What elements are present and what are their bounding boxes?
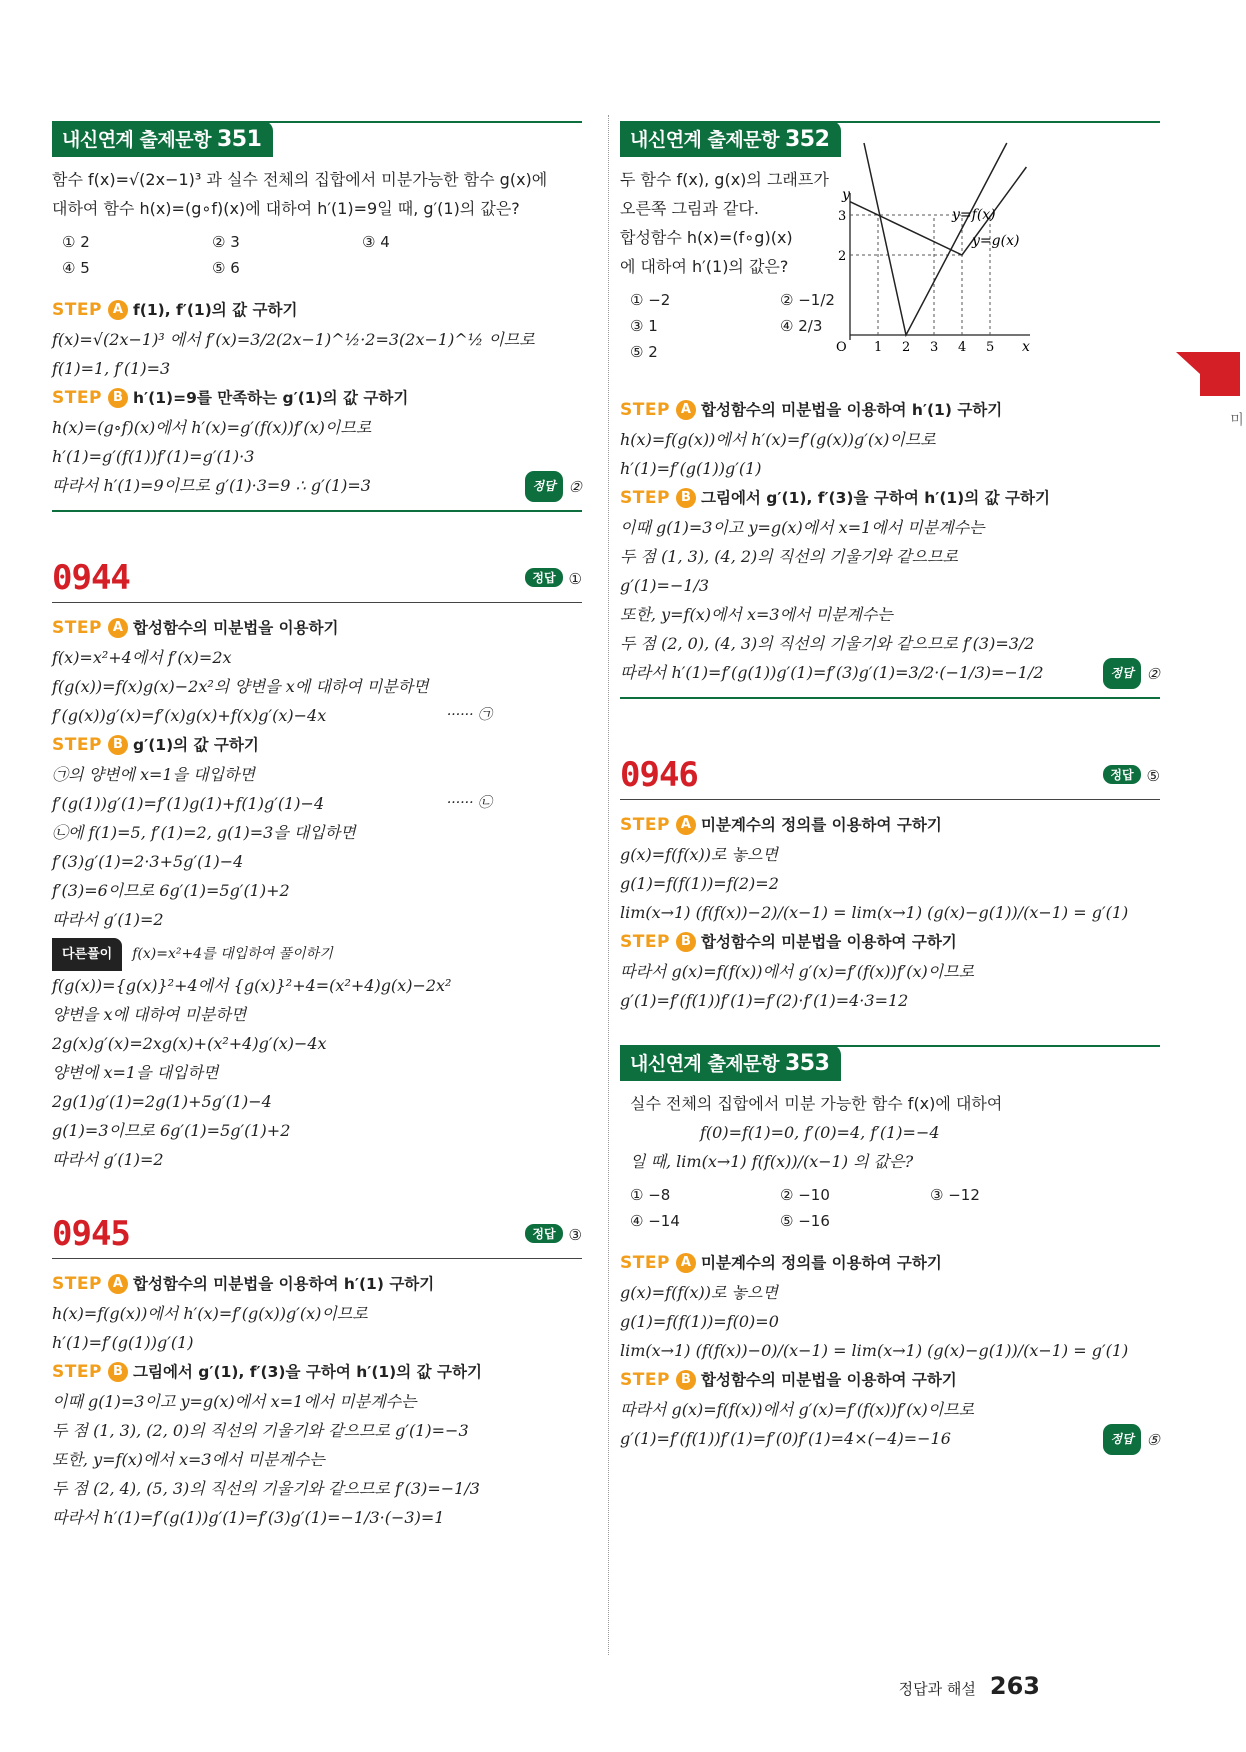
- q0944-stepA-line: f(x)=x²+4에서 f′(x)=2x: [52, 648, 232, 667]
- q352-text: 오른쪽 그림과 같다.: [620, 199, 759, 218]
- choice: ③ 4: [362, 233, 390, 251]
- header-rule: [800, 1045, 1160, 1047]
- chapter-side-tab: [1200, 352, 1240, 396]
- q351-number: 351: [216, 127, 262, 152]
- q352-stepB-line: 또한, y=f(x)에서 x=3에서 미분계수는: [620, 605, 893, 624]
- alt-line: 2g(1)g′(1)=2g(1)+5g′(1)−4: [52, 1092, 272, 1111]
- q351-stepB-line: h′(1)=g′(f(1))f′(1)=g′(1)·3: [52, 447, 255, 466]
- q351-stepA-title: f(1), f′(1)의 값 구하기: [133, 301, 298, 319]
- side-tab-label: 미: [1228, 412, 1244, 426]
- q353-stepB-title: 합성함수의 미분법을 이용하여 구하기: [701, 1371, 957, 1389]
- q351-stepB-line: h(x)=(g∘f)(x)에서 h′(x)=g′(f(x))f′(x)이므로: [52, 418, 372, 437]
- q0944-stepA-line: f′(g(x))g′(x)=f′(x)g(x)+f(x)g′(x)−4x: [52, 706, 327, 725]
- choice: ① −8: [630, 1186, 671, 1204]
- q353-answer: 정답 ⑤: [1103, 1424, 1160, 1455]
- q0944-answer: 정답 ①: [525, 568, 582, 588]
- q0946-stepA-line: g(x)=f(f(x))로 놓으면: [620, 845, 778, 864]
- q0945-stepA-title: 합성함수의 미분법을 이용하여 h′(1) 구하기: [133, 1275, 435, 1293]
- choice: ③ −12: [930, 1186, 980, 1204]
- q352-text: 두 함수 f(x), g(x)의 그래프가: [620, 170, 829, 189]
- q352-stepA-line: h′(1)=f′(g(1))g′(1): [620, 459, 762, 478]
- x-tick-label: 3: [930, 340, 939, 355]
- q0944-stepB-line: ㉡에 f(1)=5, f′(1)=2, g(1)=3을 대입하면: [52, 823, 356, 842]
- q353-stepA-line: g(x)=f(f(x))로 놓으면: [620, 1283, 778, 1302]
- q351-stepB-line: 따라서 h′(1)=9이므로 g′(1)·3=9 ∴ g′(1)=3: [52, 476, 371, 495]
- q0945-stepB-line: 이때 g(1)=3이고 y=g(x)에서 x=1에서 미분계수는: [52, 1392, 417, 1411]
- q353-header: [620, 1039, 1160, 1079]
- q353-stepA-title: 미분계수의 정의를 이용하여 구하기: [701, 1254, 942, 1272]
- x-tick-label: 1: [874, 340, 883, 355]
- q0946-stepA-line: g(1)=f(f(1))=f(2)=2: [620, 874, 779, 893]
- y-tick-label: 2: [838, 249, 847, 264]
- alt-line: 양변에 x=1을 대입하면: [52, 1063, 219, 1082]
- q0945-stepB-title: 그림에서 g′(1), f′(3)을 구하여 h′(1)의 값 구하기: [133, 1363, 482, 1381]
- q0945-stepA-line: h′(1)=f′(g(1))g′(1): [52, 1333, 194, 1352]
- origin-label: O: [836, 340, 847, 355]
- alt-solution-label: 다른풀이: [52, 938, 122, 971]
- alt-solution-title: f(x)=x²+4를 대입하여 풀이하기: [132, 946, 333, 962]
- q353-stepB-line: 따라서 g(x)=f(f(x))에서 g′(x)=f′(f(x))f′(x)이므로: [620, 1400, 975, 1419]
- q352-stepB-line: g′(1)=−1/3: [620, 576, 710, 595]
- q0946-header: [620, 739, 1160, 800]
- q0944-stepB-line: ㉠의 양변에 x=1을 대입하면: [52, 765, 255, 784]
- function-graph: [800, 185, 1140, 355]
- exam-tag: 내신연계 출제문항 351: [52, 121, 273, 157]
- choice: ④ 2/3: [780, 317, 823, 335]
- alt-line: g(1)=3이므로 6g′(1)=5g′(1)+2: [52, 1121, 291, 1140]
- g-label: y=g(x): [972, 233, 1020, 249]
- footer-label: 정답과 해설: [898, 1680, 976, 1698]
- q0944-number: 0944: [52, 558, 130, 598]
- q0946-stepA-line: lim(x→1) (f(f(x))−2)/(x−1) = lim(x→1) (g(x)−g(1))/(x−1) = g′(1): [620, 903, 1129, 922]
- q0946-stepB-line: g′(1)=f′(f(1))f′(1)=f′(2)·f′(1)=4·3=12: [620, 991, 909, 1010]
- q0945-stepB-line: 따라서 h′(1)=f′(g(1))g′(1)=f′(3)g′(1)=−1/3·(−3)=1: [52, 1508, 445, 1527]
- x-axis-label: x: [1022, 339, 1030, 355]
- q352-text: 에 대하여 h′(1)의 값은?: [620, 257, 789, 276]
- choice: ② −1/2: [780, 291, 835, 309]
- page-footer: [899, 1672, 1040, 1700]
- q351-text-2: 대하여 함수 h(x)=(g∘f)(x)에 대하여 h′(1)=9일 때, g′(1)의 값은?: [52, 199, 520, 218]
- y-axis-label: y: [842, 187, 850, 203]
- q0945-header: [52, 1198, 582, 1259]
- q0944-stepB-line: f′(3)=6이므로 6g′(1)=5g′(1)+2: [52, 881, 290, 900]
- choice: ⑤ 2: [630, 343, 658, 361]
- step-label: STEP: [52, 388, 102, 408]
- alt-line: 2g(x)g′(x)=2xg(x)+(x²+4)g′(x)−4x: [52, 1034, 327, 1053]
- q353-stepB-line: g′(1)=f′(f(1))f′(1)=f′(0)f′(1)=4×(−4)=−16: [620, 1429, 951, 1448]
- q352-header: [620, 115, 1160, 155]
- q351-answer: 정답 ②: [525, 471, 582, 502]
- q0945-stepB-line: 두 점 (2, 4), (5, 3)의 직선의 기울기와 같으므로 f′(3)=−1/3: [52, 1479, 480, 1498]
- x-tick-label: 5: [986, 340, 995, 355]
- step-label: STEP: [52, 300, 102, 320]
- q0946-stepB-title: 합성함수의 미분법을 이용하여 구하기: [701, 933, 957, 951]
- right-column: 내신연계 출제문항 352 두 함수 f(x), g(x)의 그래프가 오른쪽 그림과 같다. 합성함수 h(x)=(f∘g)(x) 에 대하여 h′(1)의 값은? ① −2 ② −1/2 ③ 1 ④ 2/3 ⑤ 2 y x O 1 2 3 4 5 2 3 y=f(x) y=g(x) STEP A 합성함수의 미분법을 이용하여 h′(1) 구하기 h(x)=f(g(x))에서 h′(x)=f′(g(x))g′(x)이므로 h′(1)=f′(g(1))g′(1) STEP B 그림에서 g′(1), f′(3)을 구하여 h′(1)의 값 구하기 이때 g(1)=3이고 y=g(x)에서 x=1에서 미분계수는 두 점 (1, 3), (4, 2)의 직선의 기울기와 같으므로 g′(1)=−1/3 또한, y=f(x)에서 x=3에서 미분계수는 두 점 (2, 0), (4, 3)의 직선의 기울기와 같으므로 f′(3)=3/2 따라서 h′(1)=f′(g(1))g′(1)=f′(3)g′(1)=3/2·(−1/3)=−1/2 정답 ② 0946 정답 ⑤ STEP A 미분계수의 정의를 이용하여 구하기 g(x)=f(f(x))로 놓으면 g(1)=f(f(1))=f(2)=2 lim(x→1) (f(f(x))−2)/(x−1) = lim(x→1) (g(x)−g(1))/(x−1) = g′(1) STEP B 합성함수의 미분법을 이용하여 구하기 따라서 g(x)=f(f(x))에서 g′(x)=f′(f(x))f′(x)이므로 g′(1)=f′(f(1))f′(1)=f′(2)·f′(1)=4·3=12 내신연계 출제문항 353 실수 전체의 집합에서 미분 가능한 함수 f(x)에 대하여 f(0)=f(1)=0, f′(0)=4, f′(1)=−4 일 때, lim(x→1) f(f(x))/(x−1) 의 값은? ① −8 ② −10 ③ −12 ④ −14 ⑤ −16 STEP A 미분계수의 정의를 이용하여 구하기 g(x)=f(f(x))로 놓으면 g(1)=f(f(1))=f(0)=0 lim(x→1) (f(f(x))−0)/(x−1) = lim(x→1) (g(x)−g(1))/(x−1) = g′(1) STEP B 합성함수의 미분법을 이용하여 구하기 따라서 g(x)=f(f(x))에서 g′(x)=f′(f(x))f′(x)이므로 g′(1)=f′(f(1))f′(1)=f′(0)f′(1)=4×(−4)=−16 정답 ⑤: [620, 115, 1160, 1455]
- q353-stepA-line: g(1)=f(f(1))=f(0)=0: [620, 1312, 779, 1331]
- choice: ① −2: [630, 291, 671, 309]
- q352-text: 합성함수 h(x)=(f∘g)(x): [620, 228, 793, 247]
- choice: ② −10: [780, 1186, 830, 1204]
- q0944-stepA-line: f(g(x))=f(x)g(x)−2x²의 양변을 x에 대하여 미분하면: [52, 677, 429, 696]
- q351-text-1: 함수 f(x)=√(2x−1)³ 과 실수 전체의 집합에서 미분가능한 함수 g(x)에: [52, 170, 548, 189]
- q0944-stepB-line: f′(3)g′(1)=2·3+5g′(1)−4: [52, 852, 244, 871]
- q351-choices: [62, 229, 582, 281]
- q352-problem: [620, 165, 1160, 395]
- choice: ④ −14: [630, 1212, 680, 1230]
- q0946-number: 0946: [620, 755, 698, 795]
- x-tick-label: 2: [902, 340, 911, 355]
- q353-text-3: 일 때, lim(x→1) f(f(x))/(x−1) 의 값은?: [630, 1152, 914, 1171]
- q0946-stepA-title: 미분계수의 정의를 이용하여 구하기: [701, 816, 942, 834]
- q353-choices: [630, 1182, 1160, 1234]
- header-rule: [232, 121, 582, 123]
- x-tick-label: 4: [958, 340, 967, 355]
- q352-stepB-line: 두 점 (1, 3), (4, 2)의 직선의 기울기와 같으므로: [620, 547, 959, 566]
- q351-stepA-line: f(1)=1, f′(1)=3: [52, 359, 171, 378]
- q0944-header: [52, 542, 582, 603]
- exam-tag: 내신연계 출제문항 352: [620, 121, 841, 157]
- choice: ② 3: [212, 233, 240, 251]
- q353-text-1: 실수 전체의 집합에서 미분 가능한 함수 f(x)에 대하여: [630, 1094, 1003, 1113]
- q0946-answer: 정답 ⑤: [1103, 765, 1160, 785]
- q351-header: [52, 115, 582, 155]
- q352-stepB-title: 그림에서 g′(1), f′(3)을 구하여 h′(1)의 값 구하기: [701, 489, 1050, 507]
- section-separator: [52, 510, 582, 512]
- q352-stepA-title: 합성함수의 미분법을 이용하여 h′(1) 구하기: [701, 401, 1003, 419]
- left-column: 내신연계 출제문항 351 함수 f(x)=√(2x−1)³ 과 실수 전체의 집합에서 미분가능한 함수 g(x)에 대하여 함수 h(x)=(g∘f)(x)에 대하여 h′(1)=9일 때, g′(1)의 값은? ① 2 ② 3 ③ 4 ④ 5 ⑤ 6 STEP A f(1), f′(1)의 값 구하기 f(x)=√(2x−1)³ 에서 f′(x)=3/2(2x−1)^½·2=3(2x−1)^½ 이므로 f(1)=1, f′(1)=3 STEP B h′(1)=9를 만족하는 g′(1)의 값 구하기 h(x)=(g∘f)(x)에서 h′(x)=g′(f(x))f′(x)이므로 h′(1)=g′(f(1))f′(1)=g′(1)·3 따라서 h′(1)=9이므로 g′(1)·3=9 ∴ g′(1)=3 정답 ② 0944 정답 ① STEP A 합성함수의 미분법을 이용하기 f(x)=x²+4에서 f′(x)=2x f(g(x))=f(x)g(x)−2x²의 양변을 x에 대하여 미분하면 f′(g(x))g′(x)=f′(x)g(x)+f(x)g′(x)−4x ······ ㉠ STEP B g′(1)의 값 구하기 ㉠의 양변에 x=1을 대입하면 f′(g(1))g′(1)=f′(1)g(1)+f(1)g′(1)−4 ······ ㉡ ㉡에 f(1)=5, f′(1)=2, g(1)=3을 대입하면 f′(3)g′(1)=2·3+5g′(1)−4 f′(3)=6이므로 6g′(1)=5g′(1)+2 따라서 g′(1)=2 다른풀이 f(x)=x²+4를 대입하여 풀이하기 f(g(x))={g(x)}²+4에서 {g(x)}²+4=(x²+4)g(x)−2x² 양변을 x에 대하여 미분하면 2g(x)g′(x)=2xg(x)+(x²+4)g′(x)−4x 양변에 x=1을 대입하면 2g(1)g′(1)=2g(1)+5g′(1)−4 g(1)=3이므로 6g′(1)=5g′(1)+2 따라서 g′(1)=2 0945 정답 ③ STEP A 합성함수의 미분법을 이용하여 h′(1) 구하기 h(x)=f(g(x))에서 h′(x)=f′(g(x))g′(x)이므로 h′(1)=f′(g(1))g′(1) STEP B 그림에서 g′(1), f′(3)을 구하여 h′(1)의 값 구하기 이때 g(1)=3이고 y=g(x)에서 x=1에서 미분계수는 두 점 (1, 3), (2, 0)의 직선의 기울기와 같으므로 g′(1)=−3 또한, y=f(x)에서 x=3에서 미분계수는 두 점 (2, 4), (5, 3)의 직선의 기울기와 같으므로 f′(3)=−1/3 따라서 h′(1)=f′(g(1))g′(1)=f′(3)g′(1)=−1/3·(−3)=1: [52, 115, 582, 1532]
- q0945-stepB-line: 두 점 (1, 3), (2, 0)의 직선의 기울기와 같으므로 g′(1)=−3: [52, 1421, 469, 1440]
- equation-mark: ······ ㉡: [446, 795, 492, 811]
- header-rule: [800, 121, 1160, 123]
- q0944-stepB-line: 따라서 g′(1)=2: [52, 910, 164, 929]
- q0945-stepB-line: 또한, y=f(x)에서 x=3에서 미분계수는: [52, 1450, 325, 1469]
- q353-stepA-line: lim(x→1) (f(f(x))−0)/(x−1) = lim(x→1) (g(x)−g(1))/(x−1) = g′(1): [620, 1341, 1129, 1360]
- choice: ③ 1: [630, 317, 658, 335]
- column-divider: [608, 115, 609, 1655]
- q352-stepB-line: 따라서 h′(1)=f′(g(1))g′(1)=f′(3)g′(1)=3/2·(−1/3)=−1/2: [620, 663, 1044, 682]
- q352-answer: 정답 ②: [1103, 658, 1160, 689]
- q0945-stepA-line: h(x)=f(g(x))에서 h′(x)=f′(g(x))g′(x)이므로: [52, 1304, 368, 1323]
- alt-line: f(g(x))={g(x)}²+4에서 {g(x)}²+4=(x²+4)g(x)−2x²: [52, 976, 452, 995]
- q353-text-2: f(0)=f(1)=0, f′(0)=4, f′(1)=−4: [700, 1123, 940, 1142]
- q351-stepA-line: f(x)=√(2x−1)³ 에서 f′(x)=3/2(2x−1)^½·2=3(2x−1)^½ 이므로: [52, 330, 535, 349]
- f-label: y=f(x): [952, 207, 996, 223]
- alt-line: 따라서 g′(1)=2: [52, 1150, 164, 1169]
- q0944-stepB-line: f′(g(1))g′(1)=f′(1)g(1)+f(1)g′(1)−4: [52, 794, 325, 813]
- q352-number: 352: [784, 127, 830, 152]
- q0946-stepB-line: 따라서 g(x)=f(f(x))에서 g′(x)=f′(f(x))f′(x)이므로: [620, 962, 975, 981]
- choice: ① 2: [62, 233, 90, 251]
- q0944-stepB-title: g′(1)의 값 구하기: [133, 736, 259, 754]
- q0944-stepA-title: 합성함수의 미분법을 이용하기: [133, 619, 339, 637]
- page-number: 263: [989, 1672, 1040, 1700]
- y-tick-label: 3: [838, 209, 847, 224]
- q352-stepA-line: h(x)=f(g(x))에서 h′(x)=f′(g(x))g′(x)이므로: [620, 430, 936, 449]
- choice: ④ 5: [62, 259, 90, 277]
- exam-tag: 내신연계 출제문항 353: [620, 1045, 841, 1081]
- alt-line: 양변을 x에 대하여 미분하면: [52, 1005, 247, 1024]
- q352-stepB-line: 이때 g(1)=3이고 y=g(x)에서 x=1에서 미분계수는: [620, 518, 985, 537]
- section-separator: [620, 697, 1160, 699]
- choice: ⑤ 6: [212, 259, 240, 277]
- q353-number: 353: [784, 1051, 830, 1076]
- q351-stepB-title: h′(1)=9를 만족하는 g′(1)의 값 구하기: [133, 389, 409, 407]
- q352-stepB-line: 두 점 (2, 0), (4, 3)의 직선의 기울기와 같으므로 f′(3)=3/2: [620, 634, 1035, 653]
- q0945-number: 0945: [52, 1214, 130, 1254]
- choice: ⑤ −16: [780, 1212, 830, 1230]
- equation-mark: ······ ㉠: [446, 707, 492, 723]
- q0945-answer: 정답 ③: [525, 1224, 582, 1244]
